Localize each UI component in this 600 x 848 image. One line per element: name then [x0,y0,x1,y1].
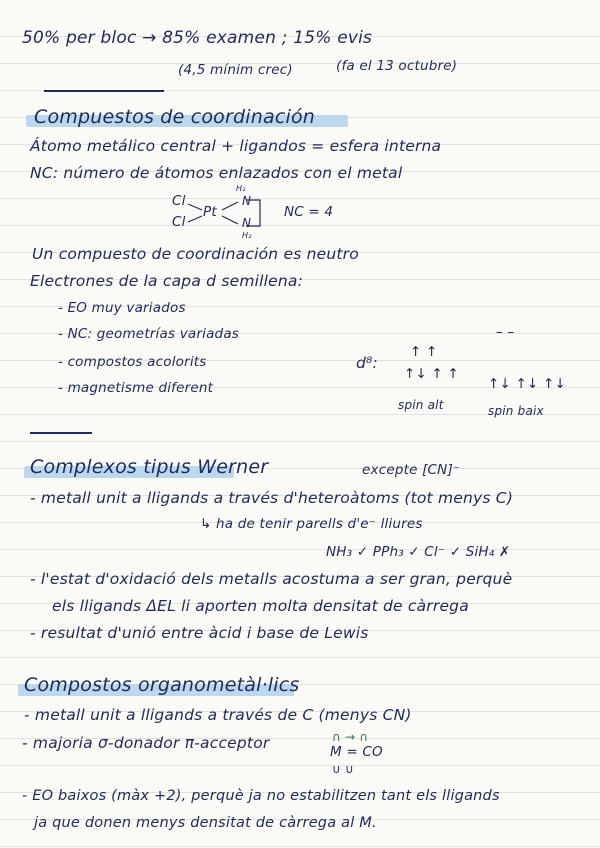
grading-note-date: (fa el 13 octubre) [336,58,458,74]
line-nc-definition: NC: número de átomos enlazados con el metal [30,164,403,182]
chloride-label: Cl [172,214,186,230]
line-density: els lligands ΔEL li aporten molta densitat de càrrega [52,597,469,615]
line-neutral: Un compuesto de coordinación es neutro [32,245,359,263]
d8-label: d⁸: [356,354,378,372]
low-spin-upper: – – [496,324,515,340]
line-d-electrons: Electrones de la capa d semillena: [30,272,304,290]
high-spin-upper: ↑ ↑ [410,344,438,360]
section-title-werner: Complexos tipus Werner [30,456,269,478]
orbital-arrow: ∩ → ∩ [332,730,369,744]
h2-label: H₂ [236,184,246,193]
line-lewis: - resultat d'unió entre àcid i base de Lewis [30,624,369,642]
line-low-eo: - EO baixos (màx +2), perquè ja no estabilitzen tant els lligands [22,788,500,804]
grading-note-min: (4,5 mínim crec) [178,62,293,78]
line-carbon-bond: - metall unit a lligands a través de C (menys CN) [24,706,412,724]
low-spin-lower: ↑↓ ↑↓ ↑↓ [488,376,567,392]
line-lone-pairs: ↳ ha de tenir parells d'e⁻ lliures [200,516,423,532]
platinum-label: Pt [203,204,217,220]
bullet-colour: - compostos acolorits [58,354,207,370]
bullet-eo: - EO muy variados [58,300,186,316]
spin-baix-label: spin baix [488,404,544,418]
orbital-lobes: ∪ ∪ [332,762,354,776]
divider-1 [44,90,164,92]
m-co-bond: M = CO [330,744,383,760]
divider-2 [30,432,92,434]
h2-label: H₂ [242,231,252,240]
line-atom-central: Átomo metálico central + ligandos = esfera interna [30,137,442,155]
grading-line: 50% per bloc → 85% examen ; 15% evis [22,28,373,48]
line-oxidation: - l'estat d'oxidació dels metalls acostuma a ser gran, perquè [30,570,513,588]
bullet-nc: - NC: geometrías variadas [58,326,240,342]
nitrogen-label: N [242,216,252,230]
section-title-organometallic: Compostos organometàl·lics [24,674,300,696]
nc-value: NC = 4 [284,204,334,220]
exception-note: excepte [CN]⁻ [362,462,461,478]
high-spin-lower: ↑↓ ↑ ↑ [404,366,460,382]
section-title-coordination: Compuestos de coordinación [34,106,316,128]
line-werner-bond: - metall unit a lligands a través d'heteroàtoms (tot menys C) [30,489,514,507]
chloride-label: Cl [172,193,186,209]
bullet-magnetism: - magnetisme diferent [58,380,214,396]
spin-alt-label: spin alt [398,398,444,412]
bond-lines [186,196,270,232]
ligand-examples: NH₃ ✓ PPh₃ ✓ Cl⁻ ✓ SiH₄ ✗ [326,544,511,560]
nitrogen-label: N [242,194,252,208]
line-sigma-pi: - majoria σ-donador π-acceptor [22,734,270,752]
line-less-density: ja que donen menys densitat de càrrega al M. [34,815,377,831]
